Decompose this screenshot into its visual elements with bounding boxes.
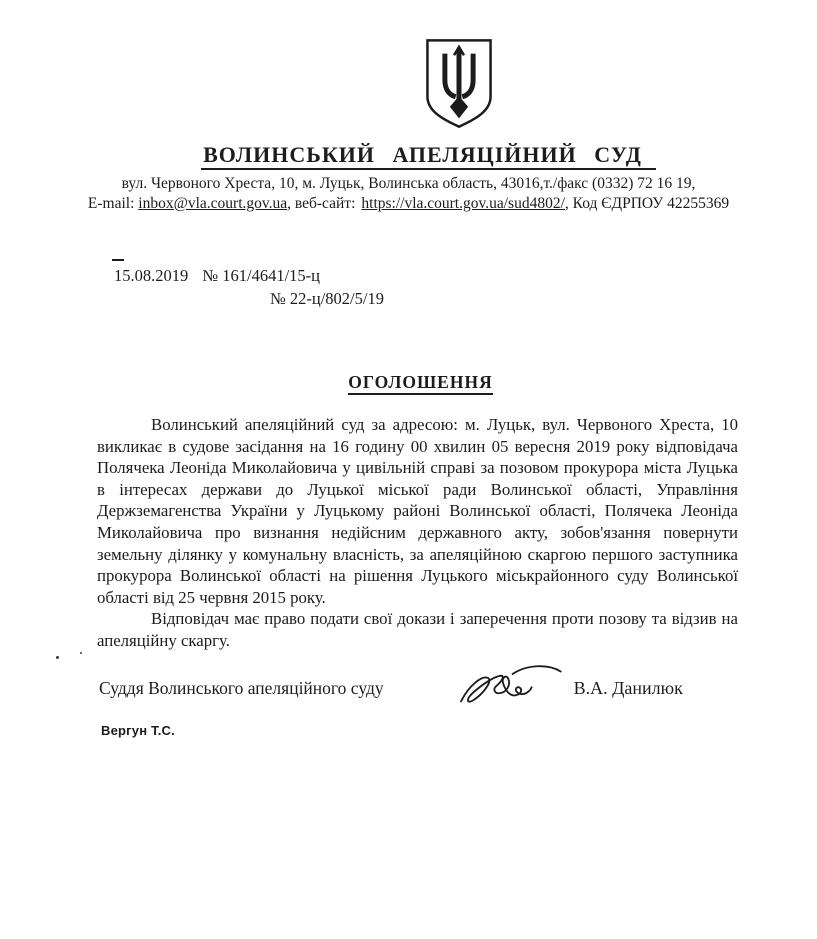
ukraine-trident-icon [420, 37, 498, 130]
court-name-heading [20, 142, 817, 168]
judge-role-label: Суддя Волинського апеляційного суду [99, 678, 384, 699]
email-label: E-mail: [87, 194, 135, 212]
outgoing-number: № 161/4641/15-ц [202, 266, 320, 285]
reference-date-line [114, 264, 817, 287]
scan-artifact-overline [112, 259, 124, 261]
website-label: веб-сайт: [294, 194, 356, 212]
clerk-name: Вергун Т.С. [101, 722, 175, 738]
document-date: 15.08.2019 [114, 266, 189, 285]
court-contact-line [0, 194, 817, 214]
edrpou-code: Код ЄДРПОУ 42255369 [572, 194, 730, 212]
email-address: inbox@vla.court.gov.ua [138, 194, 288, 212]
document-title [12, 371, 817, 393]
court-address-line: вул. Червоного Хреста, 10, м. Луцьк, Волинська область, 43016,т./факс (0332) 72 16 19, [121, 175, 696, 192]
announcement-body [97, 414, 738, 652]
court-name-text: ВОЛИНСЬКИЙ АПЕЛЯЦІЙНИЙ СУД [201, 142, 656, 170]
comma: , [564, 194, 569, 212]
body-paragraph-2: Відповідач має право подати свої докази і заперечення проти позову та відзив на апеляційну скаргу. [97, 609, 738, 650]
reference-block [114, 264, 817, 310]
signature-row [99, 669, 759, 709]
scan-artifact-dot [56, 656, 59, 659]
scan-artifact-dot [80, 652, 82, 654]
document-title-text: ОГОЛОШЕННЯ [348, 372, 492, 395]
judge-name: В.А. Данилюк [573, 678, 683, 699]
comma: , [287, 194, 292, 212]
handwritten-signature-icon [456, 659, 564, 709]
website-url: https://vla.court.gov.ua/sud4802/ [361, 194, 565, 212]
case-number: № 22-ц/802/5/19 [270, 289, 384, 308]
body-paragraph-1: Волинський апеляційний суд за адресою: м. Луцьк, вул. Червоного Хреста, 10 викликає в судове засідання на 16 годину 00 хвилин 05 вересня 2019 року відповідача Полячека Леоніда Миколайовича у цивільній справі за позовом прокурора міста Луцька в інтересах держави до Луцької міської ради Волинської області, Управління Держземагенства України у Луцькому районі Волинської області, Полячека Леоніда Миколайовича про визнання недійсним державного акту, зобов'язання повернути земельну ділянку у комунальну власність, за апеляційною скаргою першого заступника прокурора Волинської області на рішення Луцького міськрайонного суду Волинської області від 25 червня 2015 року. [97, 415, 738, 607]
emblem-area [0, 0, 817, 135]
